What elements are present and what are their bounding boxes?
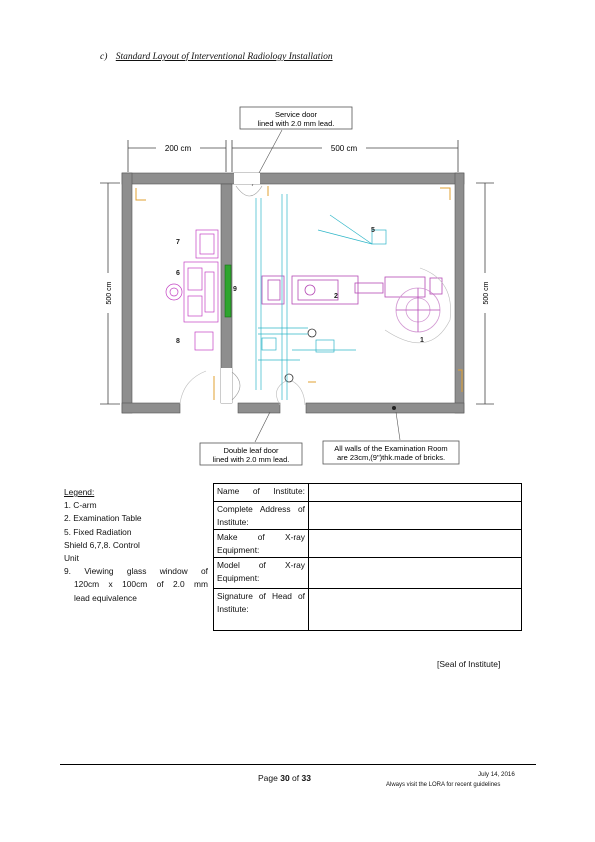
dim-height-left-label: 500 cm bbox=[106, 281, 113, 305]
legend-heading: Legend: bbox=[64, 487, 95, 497]
table-row bbox=[214, 589, 522, 631]
form-label: Make of X-ray Equipment: bbox=[214, 530, 309, 558]
legend-item: lead equivalence bbox=[74, 592, 137, 603]
dim-height-right-label: 500 cm bbox=[483, 281, 490, 305]
radiation-shield bbox=[256, 194, 386, 400]
svg-text:2: 2 bbox=[334, 293, 338, 300]
table-row bbox=[214, 558, 522, 589]
form-label: Model of X-ray Equipment: bbox=[214, 558, 309, 589]
dim-left-label: 200 cm bbox=[164, 144, 192, 153]
legend-item: 2. Examination Table bbox=[64, 513, 142, 524]
form-label: Name of Institute: bbox=[214, 484, 309, 502]
svg-text:9: 9 bbox=[233, 286, 237, 293]
svg-text:7: 7 bbox=[176, 239, 180, 246]
svg-text:5: 5 bbox=[371, 227, 375, 234]
svg-text:1: 1 bbox=[420, 337, 424, 344]
viewing-glass-window bbox=[225, 265, 231, 317]
table-row bbox=[214, 530, 522, 558]
table-row bbox=[214, 484, 522, 502]
footer-note: Always visit the LORA for recent guidelines bbox=[386, 782, 501, 788]
svg-text:6: 6 bbox=[176, 270, 180, 277]
legend-item: 120cm x 100cm of 2.0 mm bbox=[74, 579, 208, 590]
legend-item: Shield 6,7,8. Control bbox=[64, 539, 140, 550]
institute-info-table bbox=[213, 483, 522, 631]
form-value-name-of-institute[interactable] bbox=[309, 484, 522, 502]
dim-top-label: 500 cm bbox=[330, 144, 358, 153]
footer-divider bbox=[60, 764, 536, 765]
service-door-line2: lined with 2.0 mm lead. bbox=[257, 119, 335, 128]
svg-text:8: 8 bbox=[176, 338, 180, 345]
walls-note-line2: are 23cm,(9")thk.made of bricks. bbox=[336, 453, 446, 462]
section-title: Standard Layout of Interventional Radiology Installation bbox=[115, 52, 333, 62]
table-row bbox=[214, 502, 522, 530]
control-unit bbox=[166, 230, 218, 350]
legend bbox=[64, 486, 208, 605]
section-prefix: c) bbox=[100, 52, 108, 62]
walls-note-line1: All walls of the Examination Room bbox=[334, 444, 448, 453]
footer-date: July 14, 2016 bbox=[478, 771, 515, 778]
legend-item: 5. Fixed Radiation bbox=[64, 526, 132, 537]
form-value-make[interactable] bbox=[309, 530, 522, 558]
double-door-line1: Double leaf door bbox=[223, 446, 279, 455]
service-door-line1: Service door bbox=[274, 110, 318, 119]
seal-label: [Seal of Institute] bbox=[437, 659, 501, 669]
page-prefix: Page bbox=[258, 773, 281, 783]
page-mid: of bbox=[289, 773, 302, 783]
legend-item: 9. Viewing glass window of bbox=[64, 566, 208, 577]
item-labels bbox=[176, 227, 424, 345]
legend-item: Unit bbox=[64, 553, 79, 564]
form-value-signature[interactable] bbox=[309, 589, 522, 631]
form-value-model[interactable] bbox=[309, 558, 522, 589]
page-number bbox=[258, 773, 311, 783]
c-arm-equipment bbox=[262, 268, 451, 343]
form-label: Complete Address of Institute: bbox=[214, 502, 309, 530]
page-current: 30 bbox=[280, 773, 290, 783]
legend-item: 1. C-arm bbox=[64, 500, 97, 511]
form-label: Signature of Head of Institute: bbox=[214, 589, 309, 631]
page-total: 33 bbox=[301, 773, 311, 783]
form-value-address[interactable] bbox=[309, 502, 522, 530]
double-door-line2: lined with 2.0 mm lead. bbox=[212, 455, 290, 464]
